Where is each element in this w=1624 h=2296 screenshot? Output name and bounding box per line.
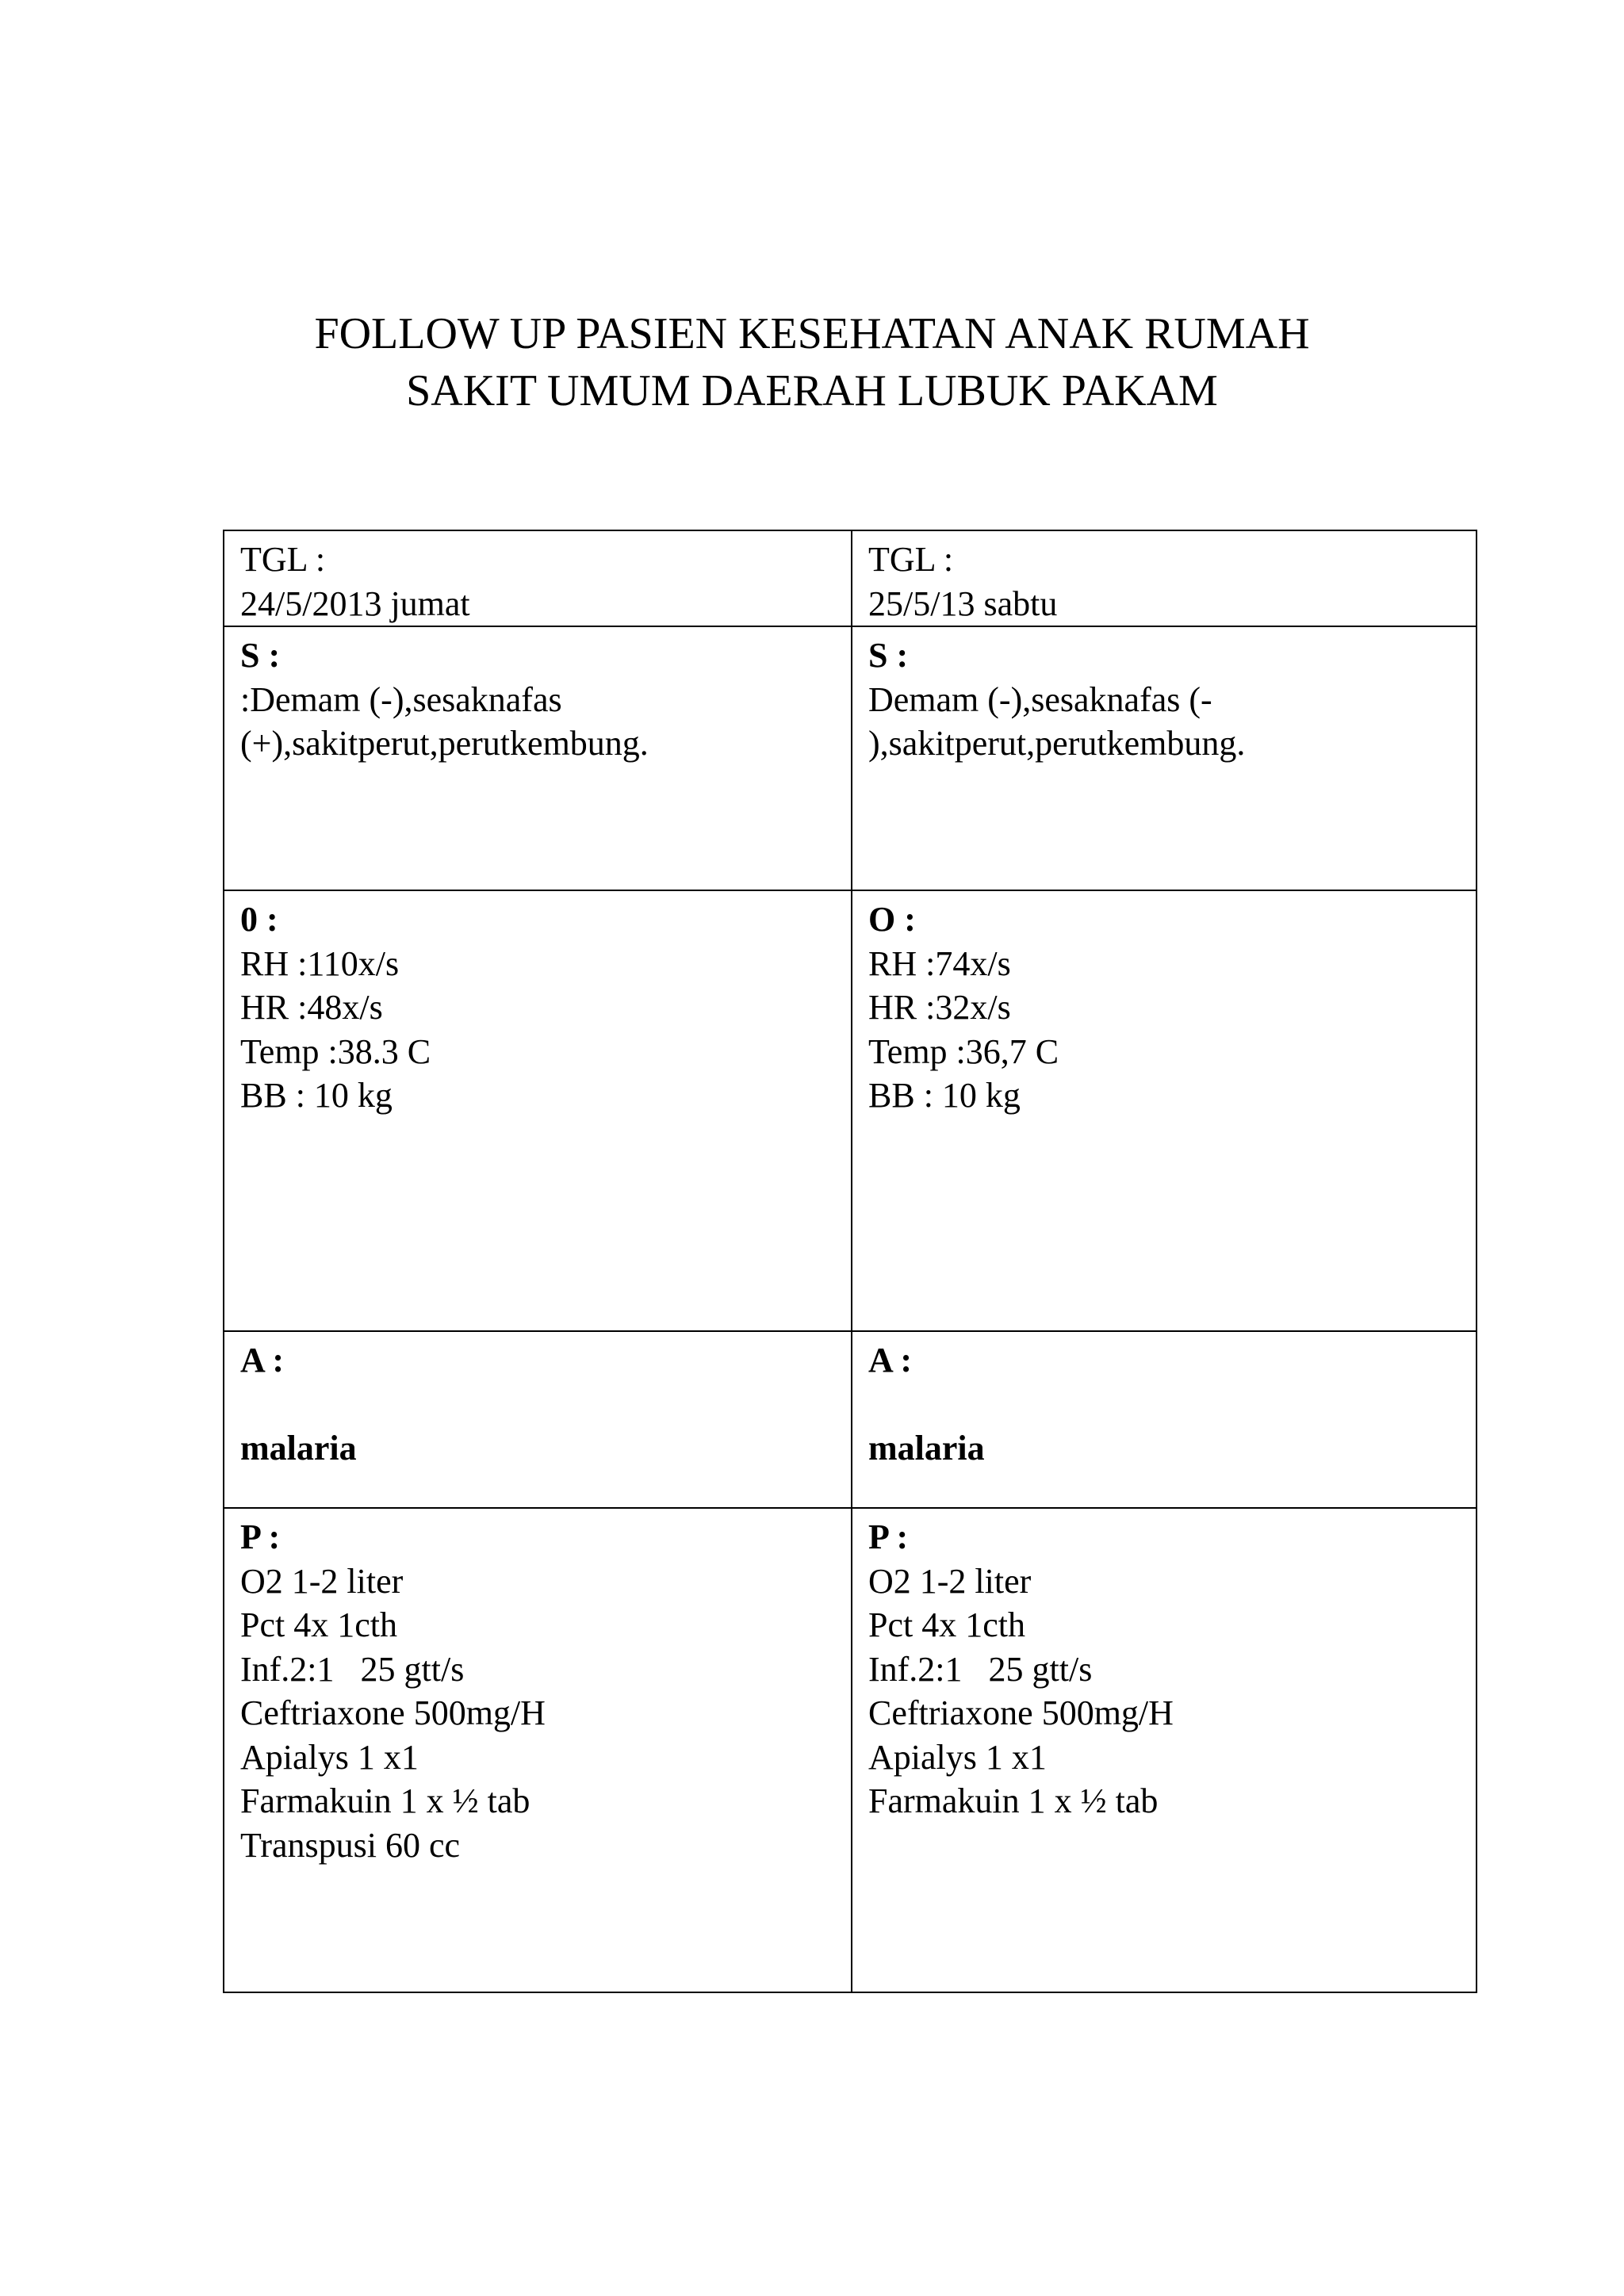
left-subjective-label: S : bbox=[240, 636, 281, 675]
right-objective-temp: Temp :36,7 C bbox=[868, 1031, 1059, 1071]
right-subjective-cell bbox=[852, 626, 1477, 890]
left-plan-item: Inf.2:1 25 gtt/s bbox=[240, 1649, 465, 1689]
right-date-value: 25/5/13 sabtu bbox=[868, 584, 1058, 623]
left-plan-item: Farmakuin 1 x ½ tab bbox=[240, 1781, 530, 1820]
left-objective-temp: Temp :38.3 C bbox=[240, 1031, 431, 1071]
right-plan-item: Inf.2:1 25 gtt/s bbox=[868, 1649, 1093, 1689]
left-date-cell bbox=[224, 530, 852, 626]
right-plan-item: Farmakuin 1 x ½ tab bbox=[868, 1781, 1159, 1820]
right-assessment-value: malaria bbox=[868, 1429, 985, 1468]
soap-table bbox=[223, 530, 1477, 1993]
right-date-label: TGL : bbox=[868, 540, 954, 579]
right-objective-rh: RH :74x/s bbox=[868, 943, 1011, 983]
left-assessment-cell bbox=[224, 1331, 852, 1508]
assessment-row bbox=[224, 1331, 1477, 1508]
left-plan-item: Pct 4x 1cth bbox=[240, 1605, 397, 1644]
title-line-2: SAKIT UMUM DAERAH LUBUK PAKAM bbox=[406, 366, 1218, 415]
date-row bbox=[224, 530, 1477, 626]
plan-row bbox=[224, 1508, 1477, 1992]
right-plan-label: P : bbox=[868, 1517, 909, 1556]
right-assessment-spacer bbox=[868, 1383, 1460, 1427]
right-assessment-label: A : bbox=[868, 1341, 912, 1380]
right-objective-hr: HR :32x/s bbox=[868, 988, 1011, 1027]
right-plan-cell bbox=[852, 1508, 1477, 1992]
right-objective-label: O : bbox=[868, 900, 916, 939]
left-plan-cell bbox=[224, 1508, 852, 1992]
left-objective-cell bbox=[224, 890, 852, 1331]
right-assessment-cell bbox=[852, 1331, 1477, 1508]
left-date-label: TGL : bbox=[240, 540, 326, 579]
left-subjective-text: :Demam (-),sesaknafas (+),sakitperut,perutkembung. bbox=[240, 679, 649, 763]
right-date-cell bbox=[852, 530, 1477, 626]
right-plan-item: Pct 4x 1cth bbox=[868, 1605, 1025, 1644]
right-plan-item: Ceftriaxone 500mg/H bbox=[868, 1693, 1174, 1732]
right-subjective-label: S : bbox=[868, 636, 909, 675]
right-objective-cell bbox=[852, 890, 1477, 1331]
left-plan-label: P : bbox=[240, 1517, 281, 1556]
objective-row bbox=[224, 890, 1477, 1331]
left-assessment-value: malaria bbox=[240, 1429, 357, 1468]
right-plan-item: O2 1-2 liter bbox=[868, 1561, 1032, 1601]
left-plan-item: O2 1-2 liter bbox=[240, 1561, 404, 1601]
left-date-value: 24/5/2013 jumat bbox=[240, 584, 470, 623]
left-objective-label: 0 : bbox=[240, 900, 278, 939]
left-plan-item: Apialys 1 x1 bbox=[240, 1737, 419, 1777]
right-subjective-line-2: ),sakitperut,perutkembung. bbox=[868, 724, 1246, 763]
right-subjective-line-1: Demam (-),sesaknafas (- bbox=[868, 679, 1212, 719]
subjective-row bbox=[224, 626, 1477, 890]
right-plan-item: Apialys 1 x1 bbox=[868, 1737, 1047, 1777]
left-objective-bb: BB : 10 kg bbox=[240, 1076, 393, 1115]
left-objective-rh: RH :110x/s bbox=[240, 943, 400, 983]
left-subjective-cell bbox=[224, 626, 852, 890]
title-line-1: FOLLOW UP PASIEN KESEHATAN ANAK RUMAH bbox=[314, 309, 1310, 358]
right-objective-bb: BB : 10 kg bbox=[868, 1076, 1021, 1115]
left-plan-item: Transpusi 60 cc bbox=[240, 1825, 461, 1865]
left-assessment-label: A : bbox=[240, 1341, 284, 1380]
left-objective-hr: HR :48x/s bbox=[240, 988, 383, 1027]
left-plan-item: Ceftriaxone 500mg/H bbox=[240, 1693, 546, 1732]
left-assessment-spacer bbox=[240, 1383, 835, 1427]
document-title bbox=[0, 305, 1624, 419]
